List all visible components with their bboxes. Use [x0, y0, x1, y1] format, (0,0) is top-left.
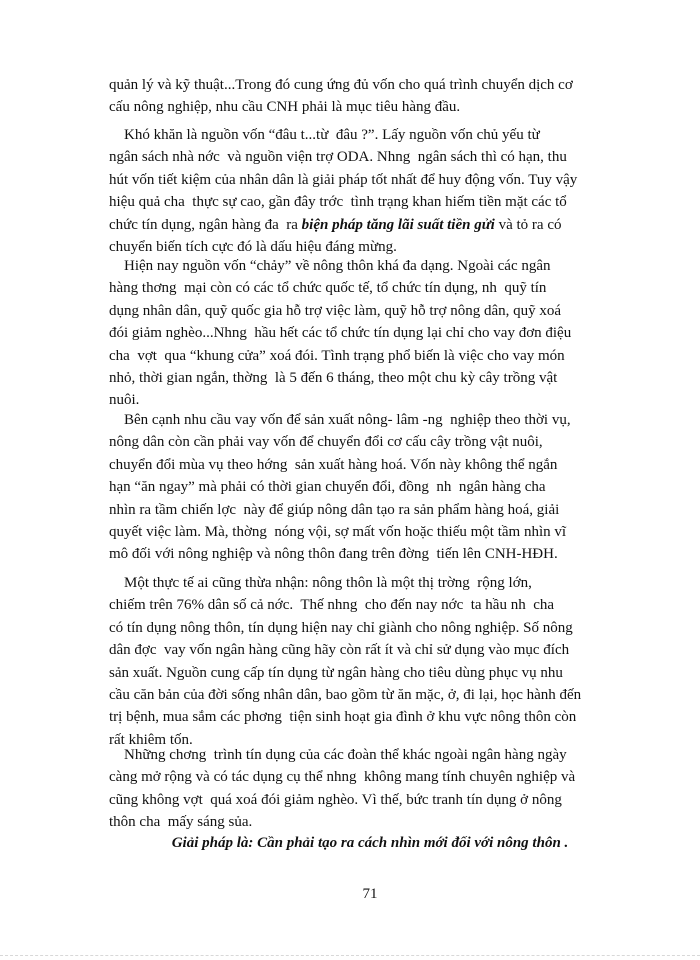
text-line: trị bệnh, mua sắm các phơng tiện sinh hoạt gia đình ở khu vực nông thôn còn: [109, 709, 577, 726]
page-edge-divider: [0, 955, 700, 956]
text-segment: và tỏ ra có: [494, 216, 562, 233]
text-segment: chức tín dụng, ngân hàng đa ra: [109, 216, 302, 233]
text-line: hiệu quả cha thực sự cao, gần đây trớc tình trạng khan hiếm tiền mặt các tổ: [109, 194, 567, 211]
paragraph-1: [109, 74, 631, 119]
text-line: hạn “ăn ngay” mà phải có thời gian chuyển đổi, đồng nh ngân hàng cha: [109, 479, 546, 496]
text-line: dụng nhân dân, quỹ quốc gia hỗ trợ việc làm, quỹ hỗ trợ nông dân, quỹ xoá: [109, 302, 562, 319]
paragraph-4: [109, 409, 631, 566]
text-line: rất khiêm tốn.: [109, 731, 193, 748]
paragraph-6: [109, 744, 631, 834]
text-line: sản xuất. Nguồn cung cấp tín dụng từ ngân hàng cho tiêu dùng phục vụ nhu: [109, 664, 563, 681]
text-line: quản lý và kỹ thuật...Trong đó cung ứng đủ vốn cho quá trình chuyển dịch cơ: [109, 77, 573, 93]
text-line: có tín dụng nông thôn, tín dụng hiện nay chỉ giành cho nông nghiệp. Số nông: [109, 619, 573, 636]
text-line: cha vợt qua “khung cửa” xoá đói. Tình trạng phổ biến là việc cho vay món: [109, 347, 565, 364]
text-line: Hiện nay nguồn vốn “chảy” về nông thôn khá đa dạng. Ngoài các ngân: [109, 258, 551, 274]
text-line: Khó khăn là nguồn vốn “đâu t...từ đâu ?”. Lấy nguồn vốn chủ yếu từ: [109, 127, 540, 143]
text-line: đói giảm nghèo...Nhng hầu hết các tổ chức tín dụng lại chỉ cho vay đơn điệu: [109, 325, 572, 342]
text-line: chuyển biến tích cực đó là dấu hiệu đáng mừng.: [109, 239, 397, 256]
text-line: cầu căn bản của đời sống nhân dân, bao gồm từ ăn mặc, ở, đi lại, học hành đến: [109, 687, 582, 704]
text-line: nông dân còn cần phải vay vốn để chuyển đổi cơ cấu cây trồng vật nuôi,: [109, 434, 543, 451]
text-line: thôn cha mấy sáng sủa.: [109, 814, 253, 831]
emphasized-phrase: biện pháp tăng lãi suất tiền gửi: [301, 216, 495, 233]
text-line: mô đối với nông nghiệp và nông thôn đang trên đờng tiến lên CNH-HĐH.: [109, 546, 558, 563]
text-line: nhỏ, thời gian ngắn, thờng là 5 đến 6 tháng, theo một chu kỳ cây trồng vật: [109, 370, 558, 387]
text-line: Bên cạnh nhu cầu vay vốn để sản xuất nông- lâm -ng nghiệp theo thời vụ,: [109, 412, 571, 428]
text-line: hút vốn tiết kiệm của nhân dân là giải pháp tốt nhất để huy động vốn. Tuy vậy: [109, 171, 578, 188]
text-line: cũng không vợt quá xoá đói giảm nghèo. Vì thế, bức tranh tín dụng ở nông: [109, 791, 562, 808]
text-line: nuôi.: [109, 392, 140, 409]
paragraph-3: [109, 255, 631, 412]
text-line: chiếm trên 76% dân số cả nớc. Thế nhng cho đến nay nớc ta hầu nh cha: [109, 597, 555, 614]
page-number: 71: [362, 886, 378, 902]
text-line-with-emphasis: [109, 214, 631, 236]
text-line: nhìn ra tầm chiến lợc này để giúp nông dân tạo ra sản phẩm hàng hoá, giải: [109, 501, 560, 518]
paragraph-2: [109, 124, 631, 258]
paragraph-5: [109, 572, 631, 751]
text-line: ngân sách nhà nớc và nguồn viện trợ ODA. Nhng ngân sách thì có hạn, thu: [109, 149, 567, 166]
text-line: chuyển đổi mùa vụ theo hớng sản xuất hàng hoá. Vốn này không thể ngắn: [109, 456, 558, 473]
text-line: Một thực tế ai cũng thừa nhận: nông thôn là một thị trờng rộng lớn,: [109, 575, 532, 591]
text-line: quyết việc làm. Mà, thờng nóng vội, sợ mất vốn hoặc thiếu một tầm nhìn vĩ: [109, 524, 567, 541]
text-line: dân đợc vay vốn ngân hàng cũng hãy còn rất ít và chỉ sử dụng vào mục đích: [109, 642, 570, 659]
text-line: cấu nông nghiệp, nhu cầu CNH phải là mục tiêu hàng đầu.: [109, 99, 461, 116]
solution-statement: Giải pháp là: Cần phải tạo ra cách nhìn mới đối với nông thôn .: [171, 835, 569, 851]
text-line: hàng thơng mại còn có các tổ chức quốc tế, tổ chức tín dụng, nh quỹ tín: [109, 280, 547, 297]
text-line: càng mở rộng và có tác dụng cụ thể nhng không mang tính chuyên nghiệp và: [109, 769, 576, 786]
text-line: Những chơng trình tín dụng của các đoàn thể khác ngoài ngân hàng ngày: [109, 747, 567, 763]
